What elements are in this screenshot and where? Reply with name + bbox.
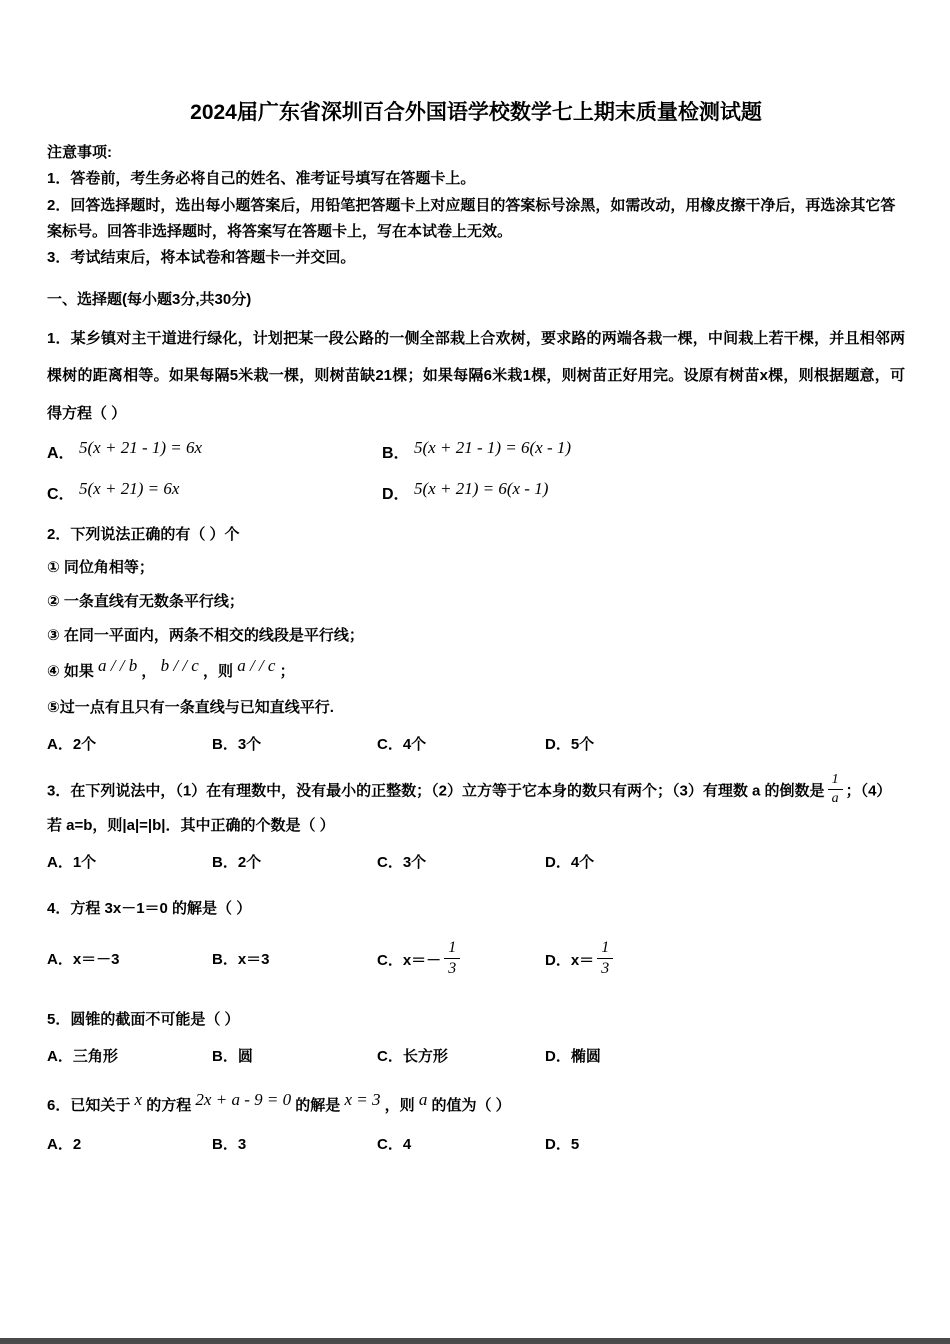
question-6-stem	[47, 1086, 905, 1123]
option-label: A．	[47, 445, 75, 462]
stem-text: 的方程	[146, 1097, 192, 1115]
question-3-stem	[47, 774, 905, 842]
fraction-one-third: $\frac{1}{3}$	[597, 939, 613, 979]
question-2-item-1: ① 同位角相等；	[47, 559, 154, 576]
stem-text: 3．在下列说法中，（1）在有理数中，没有最小的正整数；（2）立方等于它本身的数只有两个；（3）有理数 a 的倒数是	[47, 782, 825, 800]
question-6-option-c: C．4	[377, 1135, 412, 1153]
stem-text: ，则	[203, 663, 234, 681]
math-a-parallel-c: a / / c	[237, 656, 276, 676]
question-2-stem: 2．下列说法正确的有（ ）个	[47, 526, 240, 543]
question-2-options	[47, 730, 905, 760]
question-4-option-a	[47, 947, 212, 973]
notice-section	[47, 140, 905, 271]
question-5-option-c: C．长方形	[377, 1048, 448, 1066]
question-4-stem: 4．方程 3x－1＝0 的解是（ ）	[47, 900, 252, 918]
option-label: C．	[47, 486, 75, 503]
fraction-one-over-a: $\frac{1}{a}$	[828, 772, 843, 807]
question-3-option-c: C．3个	[377, 854, 427, 872]
notice-header: 注意事项:	[47, 144, 112, 161]
question-2-option-a: A．2个	[47, 736, 97, 754]
question-4-options	[47, 931, 905, 989]
option-text: x＝－	[402, 951, 442, 969]
question-2	[47, 518, 905, 760]
option-label: A．	[47, 951, 73, 969]
notice-item: 3．考试结束后，将本试卷和答题卡一并交回。	[47, 249, 356, 266]
question-2-item-3: ③ 在同一平面内，两条不相交的线段是平行线；	[47, 626, 364, 644]
stem-text: 6．已知关于	[47, 1097, 131, 1115]
page-bottom-edge	[0, 1338, 950, 1344]
question-3-option-b: B．2个	[212, 854, 262, 872]
stem-text: ，则	[384, 1097, 415, 1115]
stem-text: 的值为（ ）	[431, 1097, 511, 1115]
question-2-item-2: ② 一条直线有无数条平行线；	[47, 592, 244, 610]
option-label: B．	[382, 445, 410, 462]
question-2-item-5: ⑤过一点有且只有一条直线与已知直线平行.	[47, 698, 334, 716]
stem-text: ④ 如果	[47, 663, 94, 681]
question-5	[47, 1003, 905, 1072]
math-x: x	[134, 1090, 143, 1110]
question-5-option-d: D．椭圆	[545, 1048, 601, 1066]
option-formula: 5(x + 21 - 1) = 6x	[79, 438, 203, 457]
question-3-options	[47, 848, 905, 878]
question-6-option-d: D．5	[545, 1135, 580, 1153]
question-4-option-b	[212, 947, 377, 973]
question-3	[47, 774, 905, 878]
question-6-options	[47, 1130, 905, 1160]
option-formula: 5(x + 21) = 6x	[79, 479, 180, 498]
math-a-parallel-b: a / / b	[98, 656, 138, 676]
question-4	[47, 892, 905, 989]
notice-item: 1．答卷前，考生务必将自己的姓名、准考证号填写在答题卡上。	[47, 170, 476, 188]
math-a: a	[418, 1090, 428, 1110]
option-text: x＝3	[237, 951, 270, 969]
question-1-options	[47, 440, 905, 504]
question-1-option-a	[47, 440, 382, 463]
question-5-option-b: B．圆	[212, 1048, 253, 1066]
option-text: x＝－3	[72, 951, 120, 969]
stem-text: ；（4）若 a=b，则|a|=|b|．其中正确的个数是（ ）	[47, 782, 892, 835]
question-5-stem: 5．圆锥的截面不可能是（ ）	[47, 1011, 240, 1029]
question-6-option-a: A．2	[47, 1135, 82, 1153]
question-1-stem: 1．某乡镇对主干道进行绿化，计划把某一段公路的一侧全部栽上合欢树，要求路的两端各栽一棵，中间栽上若干棵，并且相邻两棵树的距离相等。如果每隔5米栽一棵，则树苗缺21棵；如果每隔6米栽1棵，则树苗正好用完。设原有树苗x棵，则根据题意，可得方程（ ）	[47, 329, 905, 422]
question-2-option-b: B．3个	[212, 736, 262, 754]
math-x-equals-3: x = 3	[344, 1090, 381, 1110]
question-1-option-c	[47, 481, 382, 504]
question-5-option-a: A．三角形	[47, 1048, 118, 1066]
section-title: 一、选择题(每小题3分,共30分)	[47, 291, 252, 309]
question-4-option-c	[377, 938, 545, 981]
question-1-option-d	[382, 481, 905, 504]
question-6	[47, 1086, 905, 1159]
question-6-option-b: B．3	[212, 1135, 247, 1153]
option-formula: 5(x + 21 - 1) = 6(x - 1)	[414, 438, 572, 457]
question-1	[47, 320, 905, 505]
option-formula: 5(x + 21) = 6(x - 1)	[414, 479, 549, 498]
math-equation: 2x + a - 9 = 0	[195, 1090, 292, 1110]
math-b-parallel-c: b / / c	[160, 656, 199, 676]
question-3-option-d: D．4个	[545, 854, 595, 872]
stem-text: ，	[141, 663, 157, 681]
question-5-options	[47, 1042, 905, 1072]
question-1-option-b	[382, 440, 905, 463]
option-label: B．	[212, 951, 238, 969]
fraction-one-third: $\frac{1}{3}$	[444, 939, 460, 979]
option-label: C．	[377, 951, 403, 969]
stem-text: ；	[279, 663, 295, 681]
option-label: D．	[382, 486, 410, 503]
question-3-option-a: A．1个	[47, 854, 97, 872]
option-text: x＝	[570, 951, 595, 969]
question-2-option-c: C．4个	[377, 736, 427, 754]
stem-text: 的解是	[295, 1097, 341, 1115]
question-2-option-d: D．5个	[545, 736, 595, 754]
notice-item: 2．回答选择题时，选出每小题答案后，用铅笔把答题卡上对应题目的答案标号涂黑，如需改动，用橡皮擦干净后，再选涂其它答案标号。回答非选择题时，将答案写在答题卡上，写在本试卷上无效。	[47, 196, 896, 240]
question-2-item-4	[47, 652, 905, 690]
page-title: 2024届广东省深圳百合外国语学校数学七上期末质量检测试题	[190, 101, 762, 124]
option-label: D．	[545, 951, 571, 969]
question-4-option-d	[545, 938, 905, 981]
